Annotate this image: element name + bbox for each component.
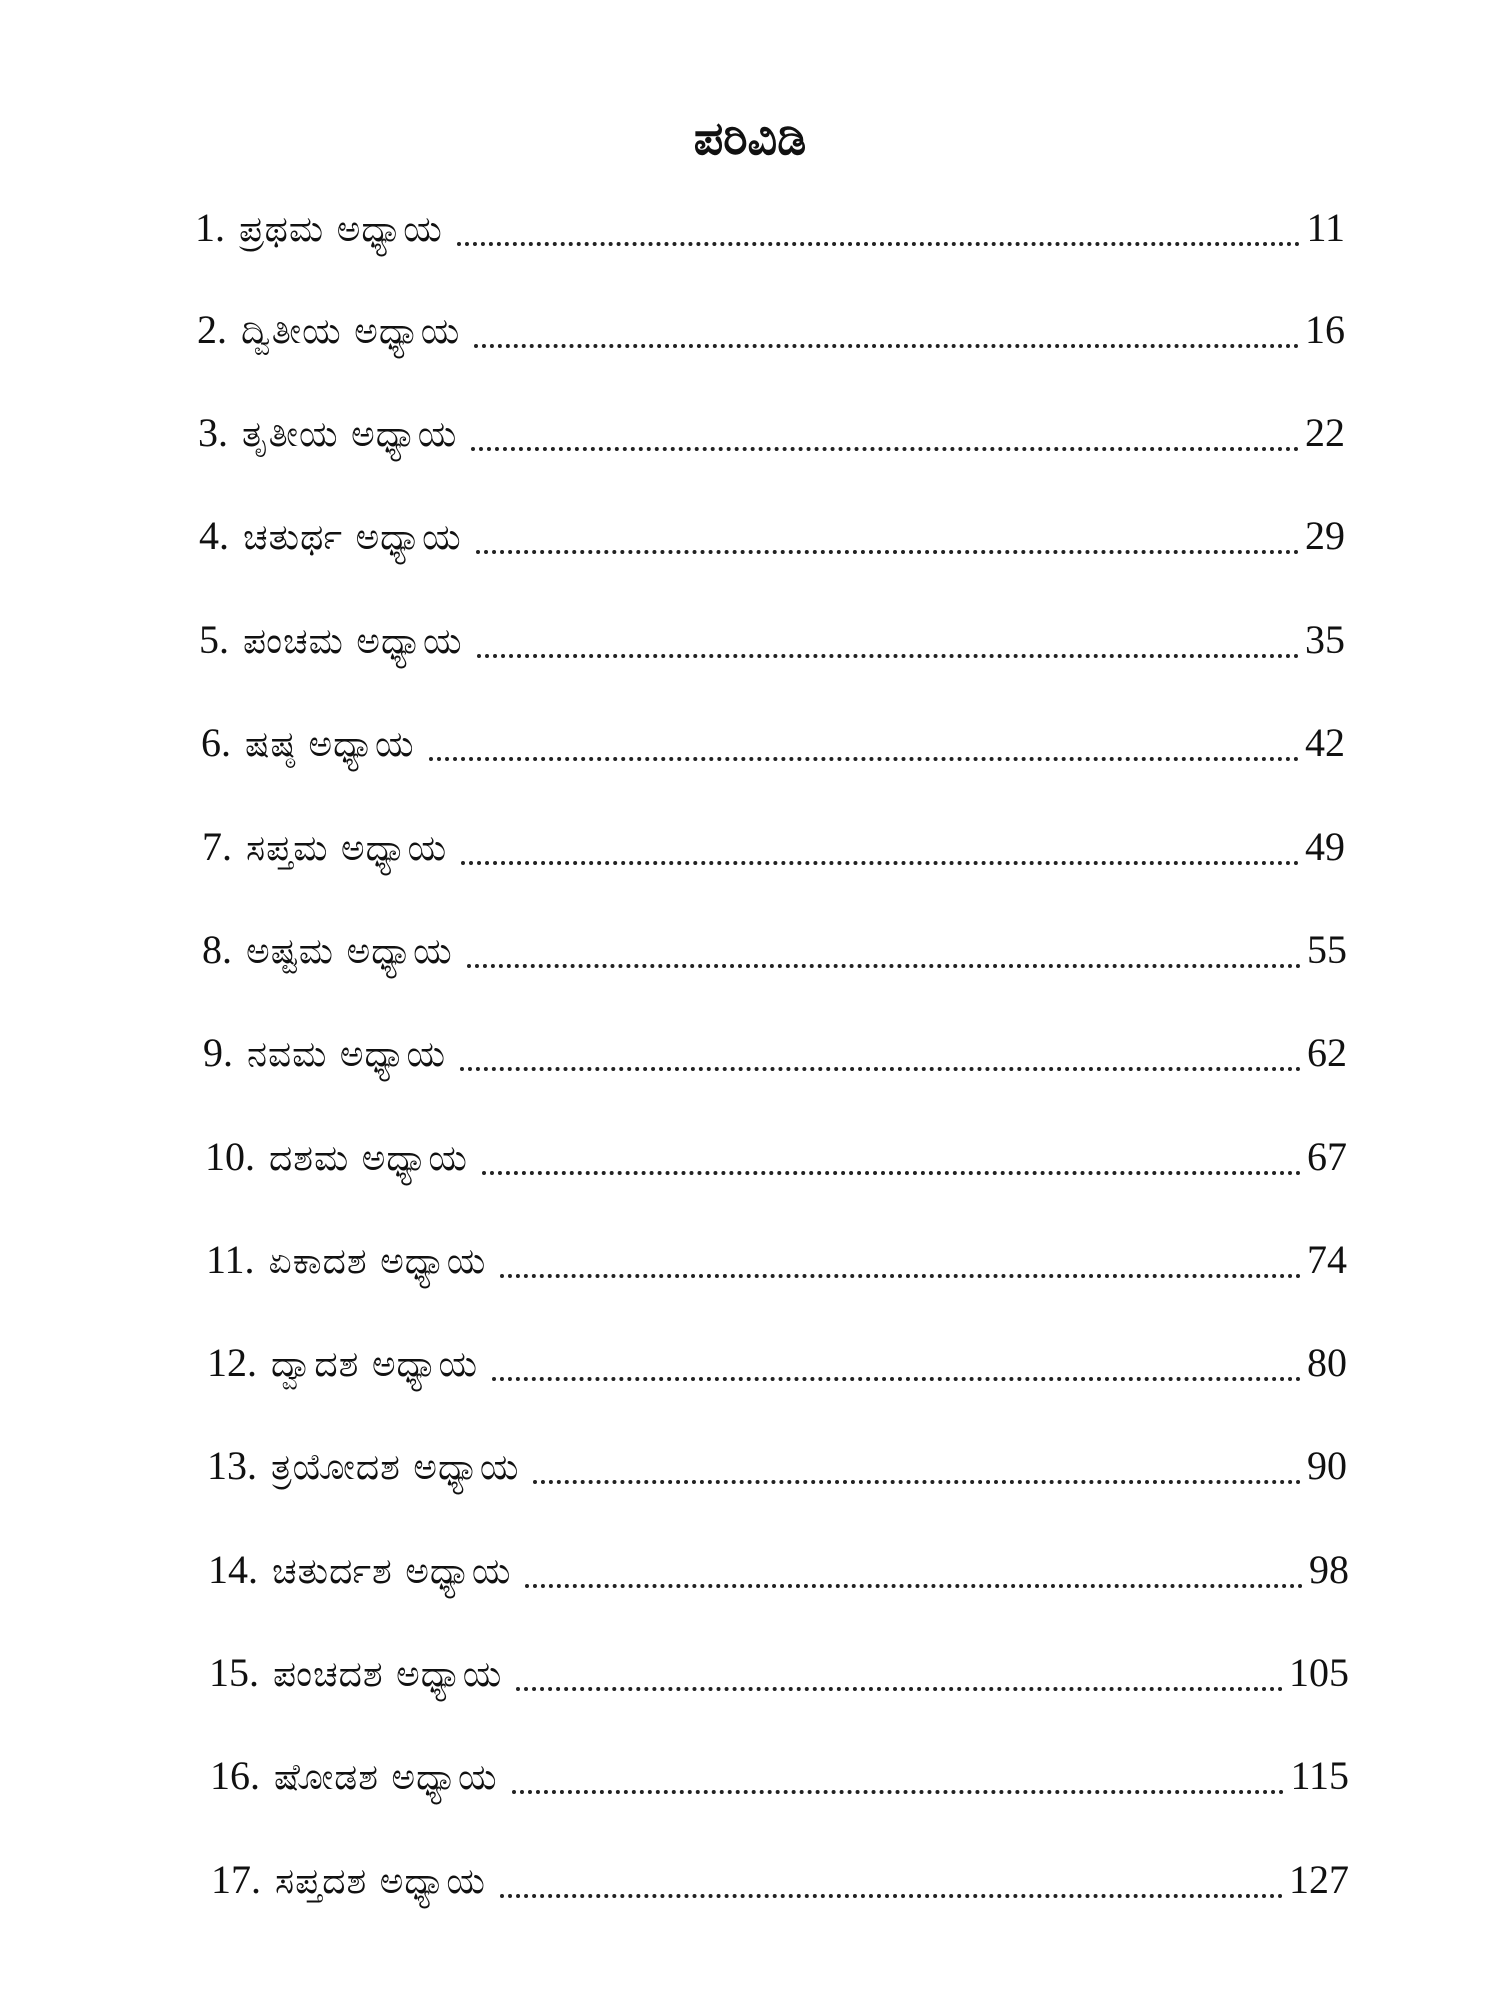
entry-page-number: 62 [1307, 1030, 1347, 1075]
dot-leader [516, 1687, 1283, 1691]
dot-leader [429, 757, 1299, 761]
entry-page-number: 22 [1305, 410, 1345, 455]
entry-page-number: 67 [1307, 1134, 1347, 1179]
entry-number: 10. [205, 1134, 255, 1179]
entry-number: 17. [211, 1857, 261, 1902]
toc-entry[interactable] [198, 403, 1345, 463]
entry-title: ಚತುರ್ದಶ ಅಧ್ಯಾಯ [272, 1551, 512, 1592]
dot-leader [500, 1274, 1301, 1278]
entry-number: 14. [208, 1547, 258, 1592]
entry-number: 3. [198, 410, 228, 455]
toc-entry[interactable] [207, 1333, 1347, 1393]
dot-leader [477, 654, 1299, 658]
toc-entry[interactable] [202, 817, 1345, 877]
entry-number: 16. [210, 1753, 260, 1798]
toc-entry[interactable] [208, 1540, 1349, 1600]
entry-title: ಪಂಚದಶ ಅಧ್ಯಾಯ [273, 1654, 503, 1695]
dot-leader [460, 1067, 1301, 1071]
entry-number: 1. [195, 205, 225, 250]
dot-leader [457, 242, 1301, 246]
toc-entry[interactable] [209, 1643, 1349, 1703]
entry-number: 7. [202, 824, 232, 869]
entry-page-number: 11 [1306, 205, 1345, 250]
entry-title: ಏಕಾದಶ ಅಧ್ಯಾಯ [268, 1241, 487, 1282]
entry-title: ಸಪ್ತಮ ಅಧ್ಯಾಯ [246, 828, 448, 869]
entry-page-number: 42 [1305, 720, 1345, 765]
entry-page-number: 29 [1305, 513, 1345, 558]
dot-leader [461, 861, 1299, 865]
entry-number: 11. [206, 1237, 255, 1282]
toc-entry[interactable] [195, 198, 1345, 258]
entry-number: 15. [209, 1650, 259, 1695]
entry-number: 2. [197, 307, 227, 352]
entry-title: ದ್ವಿತೀಯ ಅಧ್ಯಾಯ [241, 311, 461, 352]
toc-entry[interactable] [201, 713, 1345, 773]
entry-page-number: 49 [1305, 824, 1345, 869]
entry-title: ಚತುರ್ಥ ಅಧ್ಯಾಯ [243, 517, 462, 558]
entry-title: ಅಷ್ಟಮ ಅಧ್ಯಾಯ [246, 931, 453, 972]
entry-page-number: 105 [1289, 1650, 1349, 1695]
entry-number: 6. [201, 720, 231, 765]
entry-number: 13. [207, 1443, 257, 1488]
entry-page-number: 16 [1305, 307, 1345, 352]
entry-number: 9. [203, 1030, 233, 1075]
dot-leader [533, 1480, 1301, 1484]
page-title: ಪರಿವಿಡಿ [693, 111, 807, 165]
dot-leader [476, 550, 1299, 554]
toc-entry[interactable] [211, 1850, 1349, 1910]
entry-title: ದ್ವಾದಶ ಅಧ್ಯಾಯ [271, 1344, 479, 1385]
entry-page-number: 74 [1307, 1237, 1347, 1282]
entry-number: 12. [207, 1340, 257, 1385]
dot-leader [474, 344, 1299, 348]
entry-title: ಪಂಚಮ ಅಧ್ಯಾಯ [243, 621, 463, 662]
dot-leader [512, 1790, 1285, 1794]
entry-page-number: 115 [1290, 1753, 1349, 1798]
entry-title: ದಶಮ ಅಧ್ಯಾಯ [269, 1138, 468, 1179]
entry-number: 4. [199, 513, 229, 558]
toc-entry[interactable] [202, 920, 1347, 980]
entry-title: ತ್ರಯೋದಶ ಅಧ್ಯಾಯ [271, 1447, 520, 1488]
entry-page-number: 98 [1309, 1547, 1349, 1592]
toc-entry[interactable] [197, 300, 1345, 360]
entry-title: ಸಪ್ತದಶ ಅಧ್ಯಾಯ [275, 1861, 486, 1902]
entry-title: ಷಷ್ಠ ಅಧ್ಯಾಯ [245, 724, 415, 765]
toc-entry[interactable] [203, 1023, 1347, 1083]
dot-leader [482, 1171, 1301, 1175]
toc-entry[interactable] [207, 1436, 1347, 1496]
entry-number: 8. [202, 927, 232, 972]
entry-title: ಪ್ರಥಮ ಅಧ್ಯಾಯ [239, 209, 443, 250]
dot-leader [467, 964, 1301, 968]
entry-title: ನವಮ ಅಧ್ಯಾಯ [247, 1034, 447, 1075]
entry-page-number: 55 [1307, 927, 1347, 972]
toc-entry[interactable] [205, 1127, 1347, 1187]
toc-entry[interactable] [206, 1230, 1347, 1290]
entry-title: ಷೋಡಶ ಅಧ್ಯಾಯ [274, 1757, 498, 1798]
dot-leader [500, 1894, 1283, 1898]
toc-entry[interactable] [210, 1746, 1349, 1806]
dot-leader [525, 1584, 1303, 1588]
toc-entry[interactable] [199, 506, 1345, 566]
entry-page-number: 90 [1307, 1443, 1347, 1488]
dot-leader [471, 447, 1299, 451]
entry-page-number: 35 [1305, 617, 1345, 662]
dot-leader [492, 1377, 1301, 1381]
toc-entry[interactable] [199, 610, 1345, 670]
entry-page-number: 127 [1289, 1857, 1349, 1902]
entry-title: ತೃತೀಯ ಅಧ್ಯಾಯ [242, 414, 458, 455]
entry-number: 5. [199, 617, 229, 662]
entry-page-number: 80 [1307, 1340, 1347, 1385]
